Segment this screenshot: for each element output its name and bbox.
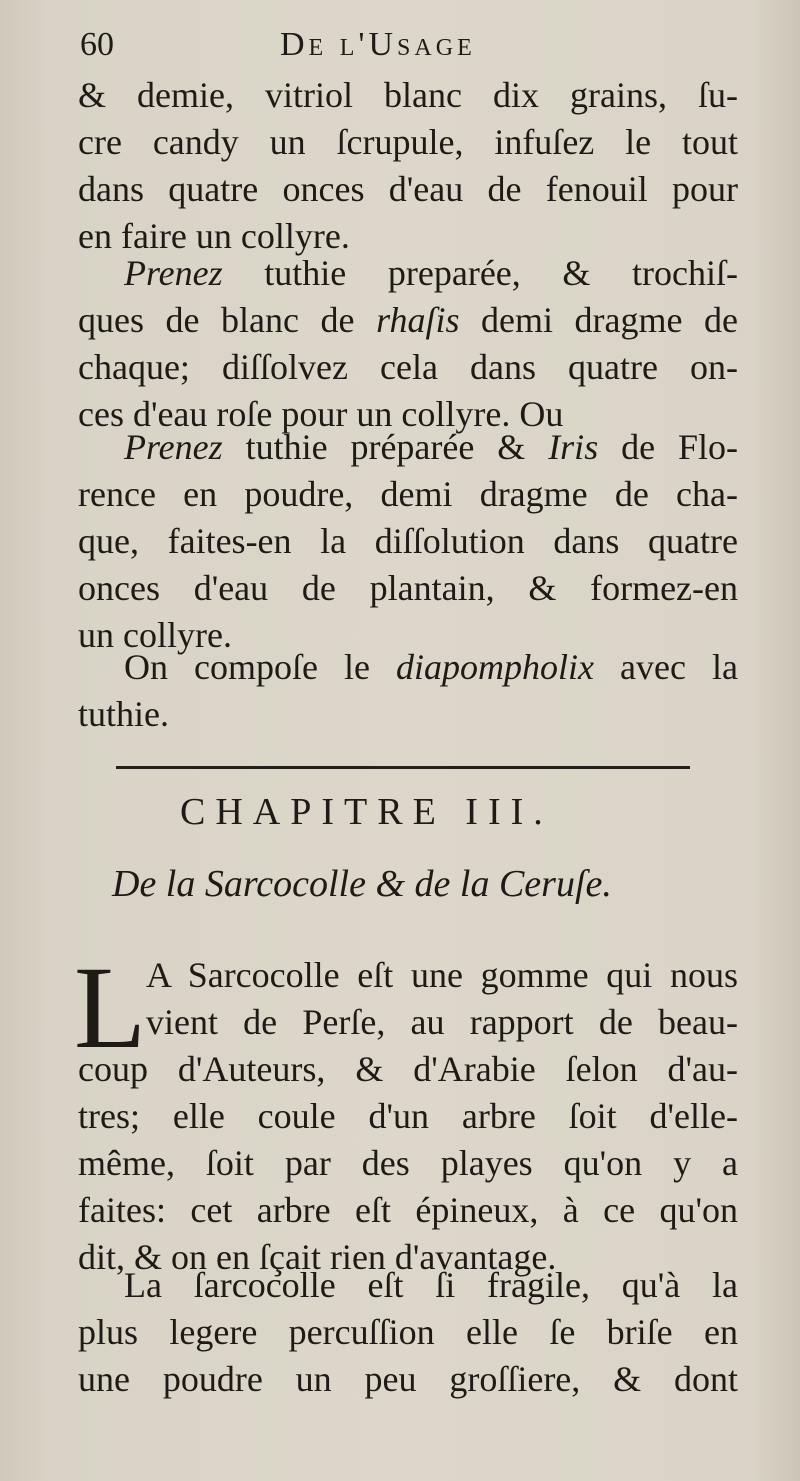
italic-word: diapompholix [396, 647, 595, 687]
page-header [80, 20, 740, 70]
italic-word: rhaſis [376, 300, 460, 340]
text-line: & demie, vitriol blanc dix grains, ſu- [78, 75, 738, 115]
text-line: plus legere percuſſion elle ſe briſe en [78, 1312, 738, 1352]
text-line: un collyre. [78, 615, 232, 655]
text-line: dans quatre onces d'eau de fenouil pour [78, 169, 738, 209]
text-span: On compoſe le [124, 647, 370, 687]
text-line: dit, & on en ſçait rien d'avantage. [78, 1237, 557, 1277]
italic-word: Prenez [124, 427, 223, 467]
text-line: La ſarcocolle eſt ſi fragile, qu'à la [124, 1265, 738, 1305]
paragraph-sarcocolle-first-lines [146, 952, 738, 1046]
text-line: faites: cet arbre eſt épineux, à ce qu'on [78, 1190, 738, 1230]
chapter-subtitle: De la Sarcocolle & de la Ceruſe. [112, 863, 612, 905]
paragraph-prenez-1 [78, 250, 738, 438]
text-line: même, ſoit par des playes qu'on y a [78, 1143, 738, 1183]
text-line: rence en poudre, demi dragme de cha- [78, 474, 738, 514]
text-line: coup d'Auteurs, & d'Arabie ſelon d'au- [78, 1049, 738, 1089]
text-line: vient de Perſe, au rapport de beau- [146, 1002, 738, 1042]
text-line: ces d'eau roſe pour un collyre. Ou [78, 394, 564, 434]
paragraph-diapompholix [78, 644, 738, 738]
text-line: A Sarcocolle eſt une gomme qui nous [146, 955, 738, 995]
drop-cap: L [74, 942, 147, 1073]
text-line: chaque; diſſolvez cela dans quatre on- [78, 347, 738, 387]
page-number: 60 [80, 26, 114, 63]
paragraph-fragile [78, 1262, 738, 1403]
text-line [78, 297, 738, 344]
text-line: que, faites-en la diſſolution dans quatre [78, 521, 738, 561]
text-span: tuthie preparée, & trochiſ- [264, 253, 739, 293]
text-line [78, 644, 738, 691]
text-span: tuthie préparée & [245, 427, 526, 467]
paragraph-prenez-2 [78, 424, 738, 659]
section-rule [116, 766, 690, 769]
text-span: ques de blanc de [78, 300, 355, 340]
text-line [78, 424, 738, 471]
italic-word: Iris [548, 427, 599, 467]
text-span: avec la [620, 647, 738, 687]
text-span: de Flo- [621, 427, 739, 467]
text-span: demi dragme de [481, 300, 739, 340]
chapter-title: CHAPITRE III. [180, 791, 553, 833]
text-line: tres; elle coule d'un arbre ſoit d'elle- [78, 1096, 738, 1136]
text-line: cre candy un ſcrupule, infuſez le tout [78, 122, 738, 162]
text-line [78, 250, 738, 297]
italic-word: Prenez [124, 253, 223, 293]
text-line: onces d'eau de plantain, & formez-en [78, 568, 738, 608]
text-line: en faire un collyre. [78, 216, 350, 256]
running-head: De l'Usage [280, 26, 476, 63]
paragraph-sarcocolle [78, 1046, 738, 1281]
text-line: tuthie. [78, 694, 169, 734]
text-line: une poudre un peu groſſiere, & dont [78, 1359, 738, 1399]
paragraph-continuation [78, 72, 738, 260]
